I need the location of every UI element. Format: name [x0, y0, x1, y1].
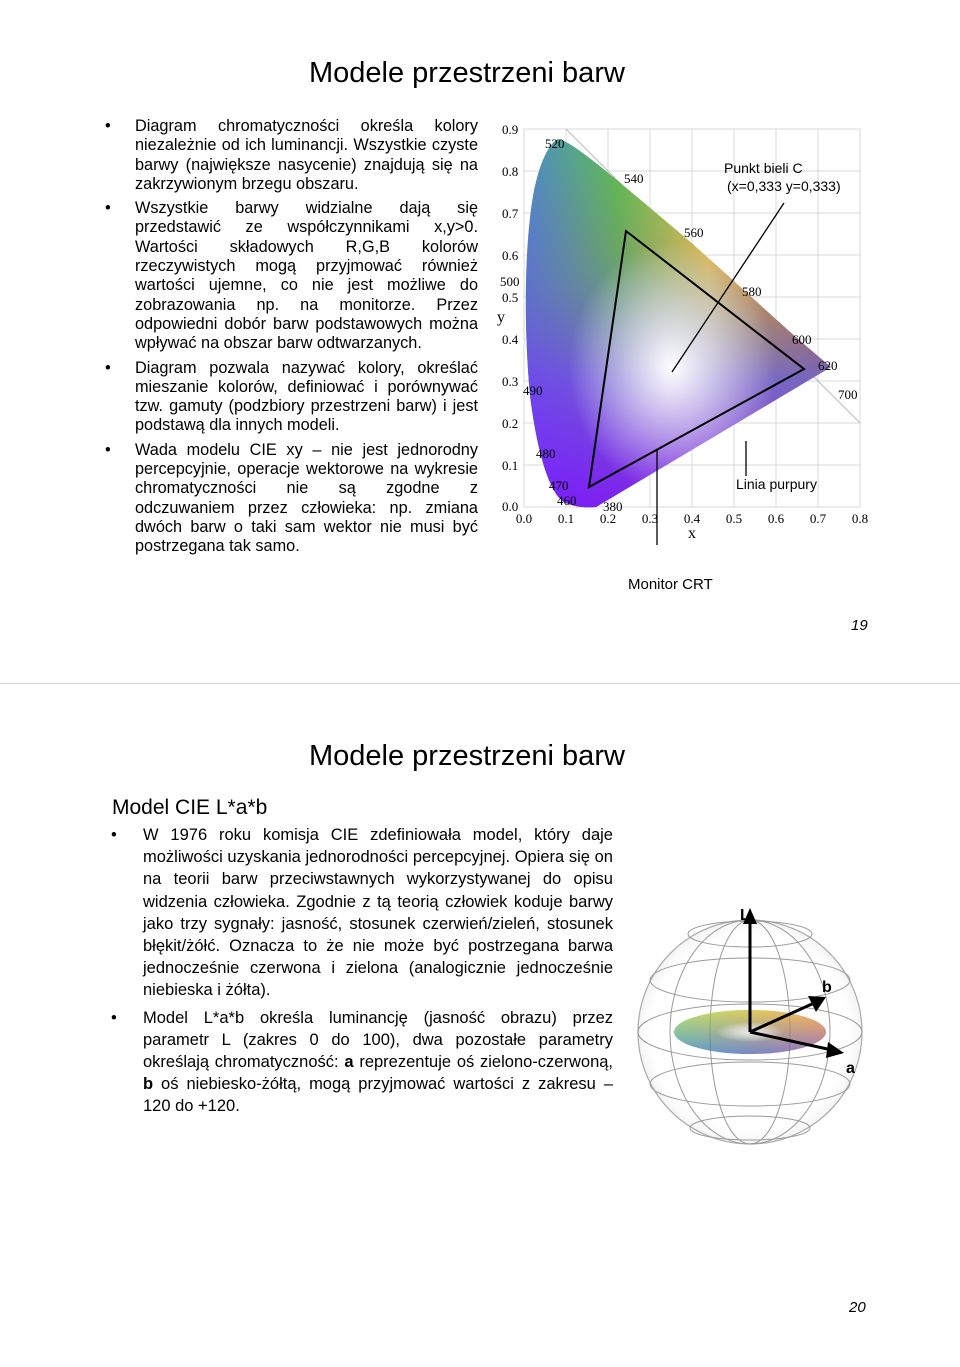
- slide2-title: Modele przestrzeni barw: [309, 740, 625, 772]
- wavelength-label: 460: [557, 493, 577, 508]
- wavelength-label: 500: [500, 274, 520, 289]
- x-tick-label: 0.5: [725, 511, 743, 526]
- spectral-locus-region: [526, 139, 831, 507]
- page-number: 19: [851, 617, 868, 634]
- purple-line-label: Linia purpury: [736, 476, 817, 492]
- lab-color-sphere: [626, 892, 880, 1162]
- page-number: 20: [849, 1299, 866, 1316]
- y-tick-label: 0.1: [502, 458, 519, 473]
- slide1-bullet-list: [135, 117, 478, 562]
- x-tick-label: 0.8: [851, 511, 869, 526]
- cie-chromaticity-diagram: [488, 105, 878, 545]
- wavelength-label: 480: [536, 446, 556, 461]
- x-tick-label: 0.4: [683, 511, 701, 526]
- x-tick-label: 0.7: [809, 511, 827, 526]
- axis-label-a: a: [846, 1060, 855, 1077]
- wavelength-label: 540: [624, 171, 644, 186]
- y-tick-label: 0.0: [502, 499, 519, 514]
- wavelength-label: 470: [549, 478, 569, 493]
- y-tick-label: 0.2: [502, 416, 519, 431]
- bullet-text: oś niebiesko-żółtą, mogą przyjmować wartości z zakresu –120 do +120.: [143, 1075, 613, 1116]
- slide1-bullet: • Wszystkie barwy widzialne dają się przedstawić ze współczynnikami x,y>0. Wartości składowych R,G,B kolorów rzeczywistych mogą przyjmować również wartości ujemne, co nie jest możliwe do zobrazowania np. na monitorze. Przez odpowiedni dobór barw podstawowych można wpływać na obszar barw odtwarzanych.: [135, 199, 478, 353]
- y-tick-label: 0.4: [502, 332, 519, 347]
- y-tick-label: 0.7: [502, 206, 519, 221]
- x-tick-label: 0.6: [767, 511, 785, 526]
- wavelength-label: 520: [545, 136, 565, 151]
- y-tick-label: 0.6: [502, 248, 519, 263]
- param-a: a: [344, 1053, 354, 1072]
- bullet-text: Model L*a*b określa luminancję (jasność obrazu) przez parametr L (zakres 0 do 100), dwa pozostałe parametry określają chromatyczność:: [143, 1008, 613, 1072]
- x-axis-ticks: [516, 511, 868, 542]
- y-tick-label: 0.5: [502, 290, 519, 305]
- white-point-coords: (x=0,333 y=0,333): [727, 178, 841, 194]
- param-b: b: [143, 1075, 154, 1094]
- bullet-text: reprezentuje oś zielono-czerwoną,: [353, 1053, 614, 1072]
- slide2-bullet-list: [143, 824, 613, 1123]
- wavelength-label: 380: [603, 499, 623, 514]
- wavelength-label: 580: [742, 284, 762, 299]
- x-tick-label: 0.0: [515, 511, 533, 526]
- y-axis-label: y: [497, 309, 505, 326]
- wavelength-label: 700: [838, 387, 858, 402]
- slide1-bullet: • Diagram chromatyczności określa kolory niezależnie od ich luminancji. Wszystkie czyste barwy (największe nasycenie) znajdują się na zakrzywionym brzegu obszaru.: [135, 117, 478, 194]
- x-tick-label: 0.1: [557, 511, 575, 526]
- axis-label-L: L: [740, 907, 750, 924]
- wavelength-label: 560: [684, 225, 704, 240]
- monitor-crt-label: Monitor CRT: [628, 576, 713, 593]
- white-point-label: Punkt bieli C: [724, 160, 803, 176]
- slide1-title: Modele przestrzeni barw: [309, 57, 625, 89]
- slide-divider: [0, 683, 960, 684]
- slide1-bullet: • Diagram pozwala nazywać kolory, określać mieszanie kolorów, definiować i porównywać tzw. gamuty (podzbiory przestrzeni barw) i jest podstawą dla innych modeli.: [135, 359, 478, 436]
- axis-label-b: b: [822, 979, 832, 996]
- wavelength-label: 620: [818, 358, 838, 373]
- y-tick-label: 0.9: [502, 122, 519, 137]
- x-tick-label: 0.2: [599, 511, 617, 526]
- y-axis-ticks: [497, 122, 519, 514]
- wavelength-label: 490: [523, 383, 543, 398]
- x-axis-label: x: [688, 525, 696, 542]
- x-tick-label: 0.3: [641, 511, 659, 526]
- y-tick-label: 0.8: [502, 164, 519, 179]
- y-tick-label: 0.3: [502, 374, 519, 389]
- slide2-subtitle: Model CIE L*a*b: [112, 796, 268, 819]
- slide2-bullet: [143, 1007, 613, 1118]
- slide1-bullet: • Wada modelu CIE xy – nie jest jednorodny percepcyjnie, operacje wektorowe na wykresie chromatyczności nie są zgodne z odczuwaniem przez człowieka: np. zmiana dwóch barw o taki sam wektor nie musi być postrzegana tak samo.: [135, 441, 478, 557]
- slide2-bullet: • W 1976 roku komisja CIE zdefiniowała model, który daje możliwości uzyskania jednorodności percepcyjnej. Opiera się on na teorii barw przeciwstawnych wykorzystywanej do opisu widzenia człowieka. Zgodnie z tą teorią człowiek koduje barwy jako trzy sygnały: jasność, stosunek czerwień/zieleń, stosunek błękit/żółć. Oznacza to że nie może być postrzegana barwa jednocześnie czerwona i zielona (analogicznie jednocześnie niebieska i żółta).: [143, 824, 613, 1002]
- wavelength-label: 600: [792, 332, 812, 347]
